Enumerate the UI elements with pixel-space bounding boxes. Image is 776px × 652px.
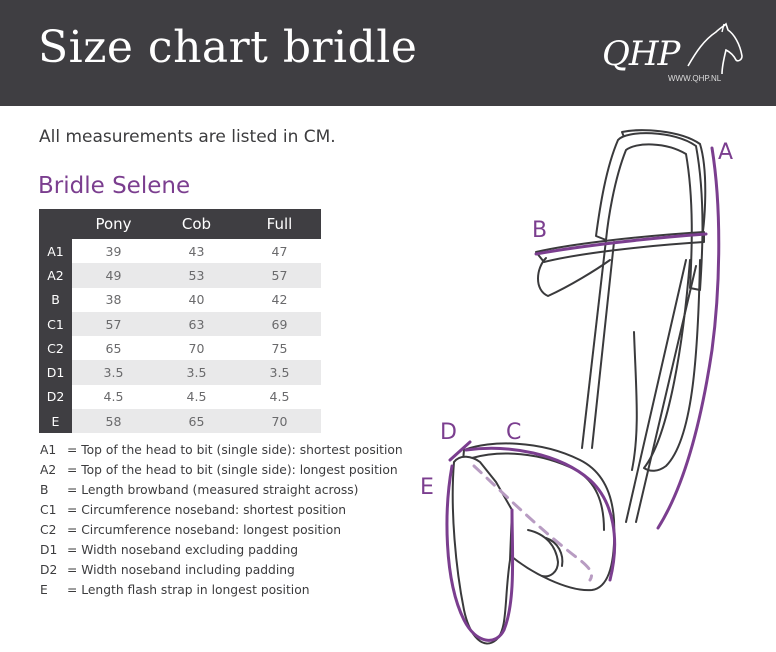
legend-item (40, 500, 403, 520)
legend-code: A2 (40, 463, 57, 477)
legend-text: = Width noseband excluding padding (67, 543, 299, 557)
legend-item (40, 540, 403, 560)
cell-value: 4.5 (269, 389, 290, 405)
table-row (39, 263, 321, 287)
page-header (0, 0, 776, 106)
legend-code: C2 (40, 523, 57, 537)
cell-value: 4.5 (186, 389, 207, 405)
cell-value: 65 (105, 340, 122, 356)
measurement-legend (40, 440, 403, 600)
table-row (39, 336, 321, 360)
row-code: E (39, 409, 72, 433)
table-row (39, 385, 321, 409)
legend-code: E (40, 583, 48, 597)
diagram-label-c: C (506, 420, 522, 445)
legend-item (40, 520, 403, 540)
legend-text: = Top of the head to bit (single side): shortest position (67, 443, 403, 457)
intro-text: All measurements are listed in CM. (39, 127, 336, 147)
cell-value: 57 (238, 263, 321, 287)
legend-code: B (40, 483, 49, 497)
cell-value: 3.5 (238, 360, 321, 384)
legend-text: = Length browband (measured straight across) (67, 483, 359, 497)
table-row (39, 288, 321, 312)
diagram-label-d: D (440, 420, 457, 445)
cell-value: 69 (238, 312, 321, 336)
diagram-label-a: A (718, 140, 734, 165)
legend-text: = Width noseband including padding (67, 563, 295, 577)
cell-value: 47 (271, 243, 288, 259)
legend-code: A1 (40, 443, 57, 457)
row-code: D2 (39, 385, 72, 409)
product-title: Bridle Selene (38, 173, 191, 199)
legend-item (40, 580, 403, 600)
diagram-label-b: B (532, 218, 548, 243)
legend-text: = Circumference noseband: shortest position (67, 503, 347, 517)
legend-item (40, 560, 403, 580)
table-row (39, 312, 321, 336)
cell-value: 38 (105, 292, 122, 308)
legend-text: = Top of the head to bit (single side): longest position (67, 463, 398, 477)
diagram-label-e: E (420, 475, 434, 500)
horse-head-icon (682, 22, 746, 82)
row-code: A1 (39, 239, 72, 263)
legend-code: C1 (40, 503, 57, 517)
row-code: D1 (39, 360, 72, 384)
cell-value: 75 (271, 340, 288, 356)
cell-value: 3.5 (72, 360, 155, 384)
table-header-row (39, 209, 321, 239)
cell-value: 3.5 (155, 360, 238, 384)
cell-value: 70 (238, 409, 321, 433)
cell-value: 42 (271, 292, 288, 308)
legend-item (40, 460, 403, 480)
row-code: C1 (39, 312, 72, 336)
table-row (39, 239, 321, 263)
table-row (39, 360, 321, 384)
legend-item (40, 480, 403, 500)
row-code: A2 (39, 263, 72, 287)
column-header-pony: Pony (72, 209, 155, 239)
column-header-cob: Cob (155, 209, 238, 239)
cell-value: 63 (155, 312, 238, 336)
cell-value: 4.5 (103, 389, 124, 405)
bridle-illustration (400, 110, 776, 648)
legend-code: D2 (40, 563, 58, 577)
logo-wordmark: QHP (602, 34, 680, 74)
cell-value: 40 (188, 292, 205, 308)
cell-value: 57 (72, 312, 155, 336)
logo-url: WWW.QHP.NL (668, 74, 722, 83)
cell-value: 58 (72, 409, 155, 433)
column-header-full: Full (238, 209, 321, 239)
legend-item (40, 440, 403, 460)
cell-value: 53 (155, 263, 238, 287)
table-corner-cell (39, 209, 72, 239)
cell-value: 39 (105, 243, 122, 259)
page-title: Size chart bridle (38, 22, 418, 73)
bridle-diagram (400, 110, 776, 648)
legend-text: = Length flash strap in longest position (67, 583, 310, 597)
cell-value: 65 (155, 409, 238, 433)
row-code: C2 (39, 336, 72, 360)
table-row (39, 409, 321, 433)
cell-value: 43 (188, 243, 205, 259)
size-table (39, 209, 321, 433)
cell-value: 49 (72, 263, 155, 287)
qhp-logo (598, 22, 748, 86)
row-code: B (39, 288, 72, 312)
legend-text: = Circumference noseband: longest position (67, 523, 342, 537)
cell-value: 70 (188, 340, 205, 356)
legend-code: D1 (40, 543, 58, 557)
